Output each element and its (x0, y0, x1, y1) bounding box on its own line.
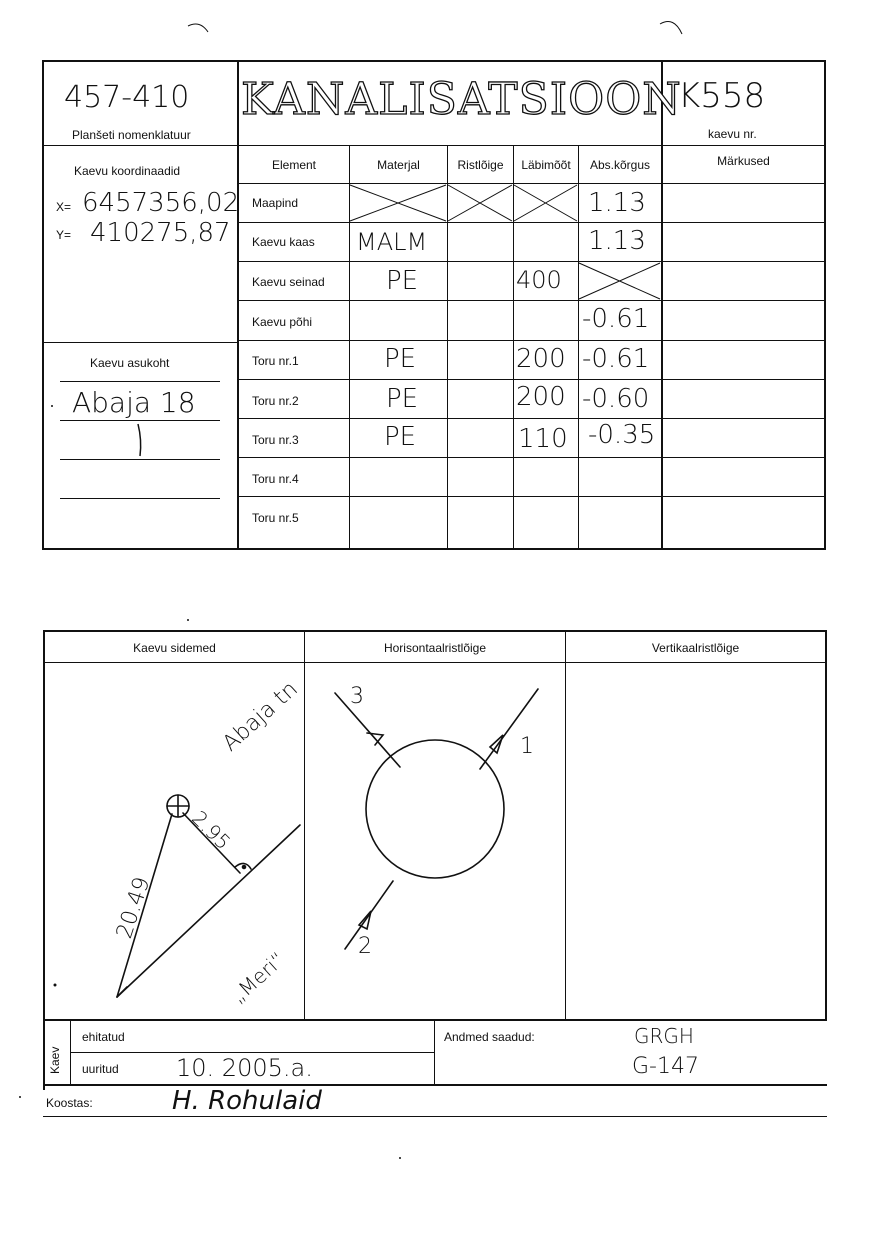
pipe-label-3: 3 (350, 684, 364, 709)
row-abs-height: -0.60 (582, 384, 650, 414)
row-diameter: 200 (516, 344, 566, 374)
column-header-element: Element (271, 157, 317, 172)
coordinates-label: Kaevu koordinaadid (74, 164, 181, 178)
row-element-label: Toru nr.3 (252, 433, 299, 447)
location-value: Abaja 18 (72, 386, 196, 419)
plan-nomenclature-value: 457-410 (64, 80, 190, 115)
column-header-diameter: Läbimõõt (521, 157, 571, 172)
distance-label-1: 2.95 (187, 806, 236, 855)
well-number-value: K558 (678, 76, 766, 116)
row-diameter: 400 (516, 266, 562, 294)
horizontal-section-header: Horisontaalristlõige (383, 640, 487, 655)
vertical-section-header: Vertikaalristlõige (651, 640, 740, 655)
row-element-label: Toru nr.5 (252, 511, 299, 525)
street-label-meri: „Meri“ (226, 947, 290, 1008)
row-abs-height: -0.61 (582, 344, 650, 374)
row-material: MALM (356, 228, 428, 256)
x-prefix: X= (56, 200, 72, 214)
pipe-label-2: 2 (358, 934, 372, 959)
compiled-by-signature: H. Rohulaid (172, 1086, 322, 1116)
well-side-label: Kaev (48, 1046, 62, 1074)
row-element-label: Kaevu seinad (252, 275, 325, 289)
plan-nomenclature-label: Planšeti nomenklatuur (72, 128, 191, 142)
row-element-label: Toru nr.4 (252, 472, 299, 486)
page-title: KANALISATSIOON (241, 74, 682, 125)
compiled-label: Koostas: (46, 1096, 93, 1110)
well-links-header: Kaevu sidemed (133, 640, 216, 655)
x-coordinate-value: 6457356,02 (82, 188, 240, 218)
row-element-label: Toru nr.1 (252, 354, 299, 368)
data-source-label: Andmed saadud: (444, 1030, 535, 1044)
row-abs-height: -0.35 (588, 420, 656, 450)
row-material: PE (384, 422, 417, 452)
street-label-abaja: Abaja tn (218, 676, 303, 757)
column-header-material: Materjal (377, 157, 420, 172)
y-coordinate-value: 410275,87 (90, 218, 231, 248)
column-header-abs-height: Abs.kõrgus (589, 157, 651, 172)
row-abs-height: -0.61 (582, 304, 650, 334)
horizontal-section-drawing (305, 663, 565, 1019)
column-header-cross-section: Ristlõige (457, 157, 504, 172)
row-element-label: Maapind (252, 196, 299, 210)
row-material: PE (386, 384, 419, 414)
built-label: ehitatud (82, 1030, 125, 1044)
row-element-label: Toru nr.2 (252, 394, 299, 408)
measured-date: 10. 2005.a. (176, 1054, 313, 1082)
well-number-label: kaevu nr. (708, 127, 757, 141)
row-element-label: Kaevu kaas (252, 235, 315, 249)
distance-label-2: 20.49 (112, 874, 156, 942)
pipe-label-1: 1 (520, 734, 534, 759)
row-element-label: Kaevu põhi (252, 315, 313, 329)
y-prefix: Y= (56, 228, 72, 242)
row-material: PE (384, 344, 417, 374)
row-abs-height: 1.13 (588, 188, 646, 218)
measured-label: uuritud (82, 1062, 119, 1076)
row-diameter: 110 (518, 424, 568, 454)
row-material: PE (386, 266, 419, 296)
row-abs-height: 1.13 (588, 226, 646, 256)
data-source-value-2: G-147 (632, 1054, 699, 1079)
data-source-value-1: GRGH (634, 1024, 694, 1048)
location-label: Kaevu asukoht (90, 356, 170, 370)
row-diameter: 200 (516, 382, 566, 412)
column-header-notes: Märkused (717, 154, 770, 168)
